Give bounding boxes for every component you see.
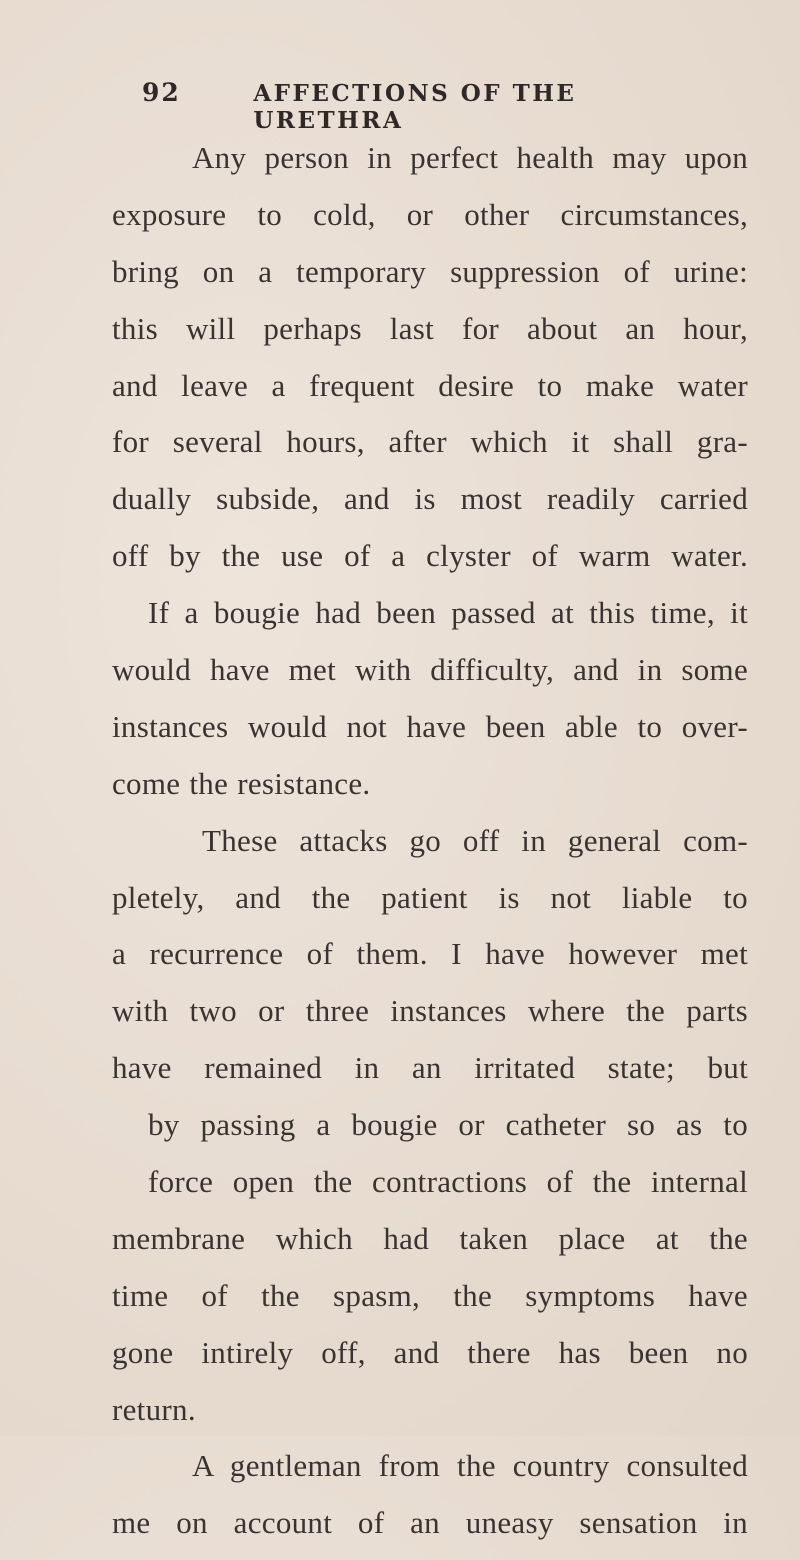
text-line: instances would not have been able to over- — [112, 708, 748, 744]
text-line: come the resistance. — [112, 765, 371, 801]
text-line: a recurrence of them. I have however met — [112, 936, 748, 972]
text-line: force open the contractions of the internal — [148, 1164, 748, 1200]
text-line: for several hours, after which it shall gra- — [112, 424, 748, 460]
body-text — [112, 138, 748, 1560]
text-line: time of the spasm, the symptoms have — [112, 1277, 748, 1313]
text-line: dually subside, and is most readily carried — [112, 481, 748, 517]
text-line: exposure to cold, or other circumstances, — [112, 196, 748, 232]
text-line: have remained in an irritated state; but — [112, 1050, 748, 1086]
text-line: These attacks go off in general com- — [202, 822, 748, 858]
running-head: AFFECTIONS OF THE URETHRA — [253, 80, 577, 134]
text-line: If a bougie had been passed at this time, it — [148, 595, 748, 631]
page-number: 92 — [142, 78, 181, 107]
text-line: and leave a frequent desire to make water — [112, 367, 748, 403]
text-line: would have met with difficulty, and in some — [112, 652, 748, 688]
text-line: gone intirely off, and there has been no — [112, 1334, 748, 1370]
text-line: with two or three instances where the parts — [112, 993, 748, 1029]
text-line: off by the use of a clyster of warm water. — [112, 538, 748, 574]
text-line: return. — [112, 1391, 196, 1427]
text-line: pletely, and the patient is not liable to — [112, 879, 748, 915]
text-line: Any person in perfect health may upon — [192, 140, 748, 175]
text-line: A gentleman from the country consulted — [192, 1448, 748, 1484]
text-line: this will perhaps last for about an hour, — [112, 310, 748, 346]
page-header — [142, 78, 702, 134]
text-line: me on account of an uneasy sensation in — [112, 1505, 748, 1541]
text-line: bring on a temporary suppression of urine: — [112, 253, 748, 289]
text-line: membrane which had taken place at the — [112, 1220, 748, 1256]
text-line: by passing a bougie or catheter so as to — [148, 1107, 748, 1143]
